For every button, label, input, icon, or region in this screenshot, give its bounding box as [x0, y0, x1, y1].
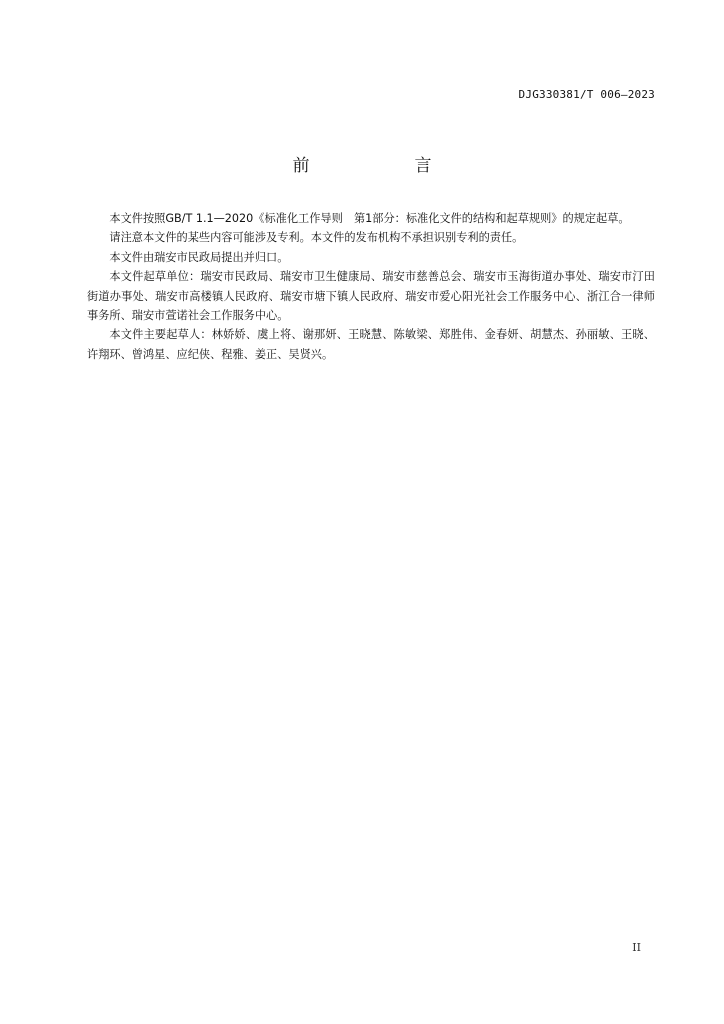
page-number: II [632, 941, 641, 954]
body-text [87, 209, 655, 364]
page-title: 前 言 [292, 156, 476, 176]
paragraph-drafting-rule: 本文件按照GB/T 1.1—2020《标准化工作导则 第1部分：标准化文件的结构和起草规则》的规定起草。 [109, 212, 630, 225]
document-code: DJG330381/T 006—2023 [518, 88, 655, 101]
paragraph-patent-notice: 请注意本文件的某些内容可能涉及专利。本文件的发布机构不承担识别专利的责任。 [109, 231, 524, 245]
paragraph-drafters: 本文件主要起草人：林娇娇、虞上将、谢那妍、王晓慧、陈敏梁、郑胜伟、金春妍、胡慧杰、孙丽敏、王晓、许翔环、曾鸿星、应纪侠、程雅、姜正、吴贤兴。 [87, 328, 655, 361]
paragraph-drafting-units: 本文件起草单位：瑞安市民政局、瑞安市卫生健康局、瑞安市慈善总会、瑞安市玉海街道办事处、瑞安市汀田街道办事处、瑞安市高楼镇人民政府、瑞安市塘下镇人民政府、瑞安市爱心阳光社会工作服务中心、浙江合一律师事务所、瑞安市萱诺社会工作服务中心。 [87, 270, 655, 323]
paragraph-proposer: 本文件由瑞安市民政局提出并归口。 [109, 250, 289, 264]
